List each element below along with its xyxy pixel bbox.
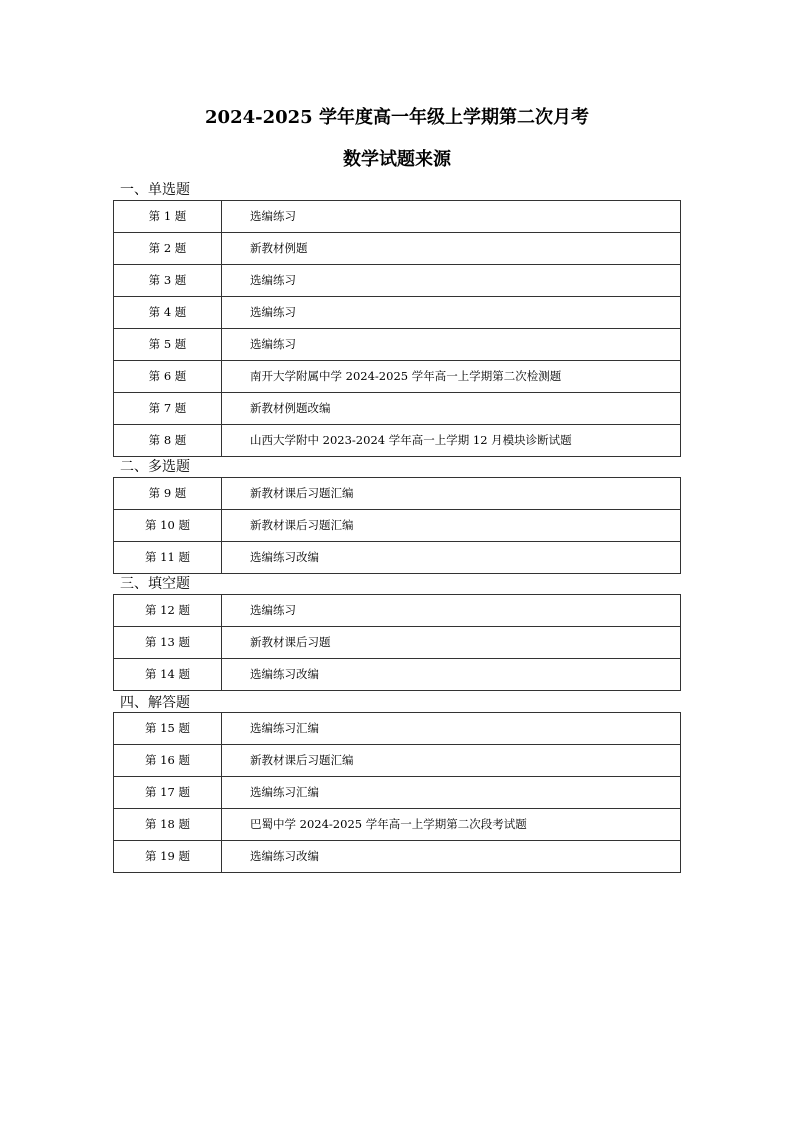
question-source: 选编练习 — [222, 329, 681, 361]
table-single-choice — [113, 200, 681, 457]
question-source: 新教材例题改编 — [222, 393, 681, 425]
table-row — [114, 777, 681, 809]
table-multiple-choice — [113, 477, 681, 574]
table-fill-in-blank — [113, 594, 681, 691]
question-number: 第 7 题 — [114, 393, 222, 425]
table-row — [114, 745, 681, 777]
question-source: 新教材课后习题汇编 — [222, 745, 681, 777]
question-source: 新教材课后习题汇编 — [222, 478, 681, 510]
question-number: 第 4 题 — [114, 297, 222, 329]
question-source: 选编练习改编 — [222, 659, 681, 691]
table-row — [114, 478, 681, 510]
question-number: 第 12 题 — [114, 595, 222, 627]
table-row — [114, 627, 681, 659]
question-number: 第 5 题 — [114, 329, 222, 361]
question-number: 第 8 题 — [114, 425, 222, 457]
table-row — [114, 809, 681, 841]
question-number: 第 2 题 — [114, 233, 222, 265]
document-subtitle: 数学试题来源 — [343, 149, 451, 170]
question-source: 巴蜀中学 2024-2025 学年高一上学期第二次段考试题 — [222, 809, 681, 841]
question-source: 选编练习汇编 — [222, 777, 681, 809]
question-number: 第 16 题 — [114, 745, 222, 777]
table-row — [114, 233, 681, 265]
question-source: 南开大学附属中学 2024-2025 学年高一上学期第二次检测题 — [222, 361, 681, 393]
table-row — [114, 595, 681, 627]
table-row — [114, 425, 681, 457]
table-row — [114, 297, 681, 329]
document-title: 2024-2025 学年度高一年级上学期第二次月考 — [205, 107, 589, 128]
question-number: 第 14 题 — [114, 659, 222, 691]
question-source: 山西大学附中 2023-2024 学年高一上学期 12 月模块诊断试题 — [222, 425, 681, 457]
question-number: 第 11 题 — [114, 542, 222, 574]
question-number: 第 13 题 — [114, 627, 222, 659]
table-row — [114, 361, 681, 393]
question-number: 第 17 题 — [114, 777, 222, 809]
question-number: 第 6 题 — [114, 361, 222, 393]
question-source: 选编练习汇编 — [222, 713, 681, 745]
table-row — [114, 265, 681, 297]
section-heading-fill-in-blank: 三、填空题 — [120, 576, 190, 592]
table-row — [114, 393, 681, 425]
table-row — [114, 201, 681, 233]
table-row — [114, 329, 681, 361]
question-source: 新教材课后习题汇编 — [222, 510, 681, 542]
question-source: 选编练习改编 — [222, 841, 681, 873]
question-number: 第 19 题 — [114, 841, 222, 873]
question-source: 选编练习 — [222, 265, 681, 297]
question-source: 选编练习改编 — [222, 542, 681, 574]
question-number: 第 18 题 — [114, 809, 222, 841]
question-number: 第 10 题 — [114, 510, 222, 542]
question-source: 选编练习 — [222, 297, 681, 329]
question-source: 新教材课后习题 — [222, 627, 681, 659]
question-number: 第 9 题 — [114, 478, 222, 510]
table-row — [114, 659, 681, 691]
question-number: 第 15 题 — [114, 713, 222, 745]
question-number: 第 3 题 — [114, 265, 222, 297]
section-heading-multiple-choice: 二、多选题 — [120, 459, 190, 475]
section-heading-free-response: 四、解答题 — [120, 695, 190, 711]
question-source: 新教材例题 — [222, 233, 681, 265]
table-row — [114, 841, 681, 873]
question-source: 选编练习 — [222, 201, 681, 233]
section-heading-single-choice: 一、单选题 — [120, 182, 190, 198]
table-row — [114, 542, 681, 574]
table-row — [114, 713, 681, 745]
question-source: 选编练习 — [222, 595, 681, 627]
table-free-response — [113, 712, 681, 873]
table-row — [114, 510, 681, 542]
question-number: 第 1 题 — [114, 201, 222, 233]
